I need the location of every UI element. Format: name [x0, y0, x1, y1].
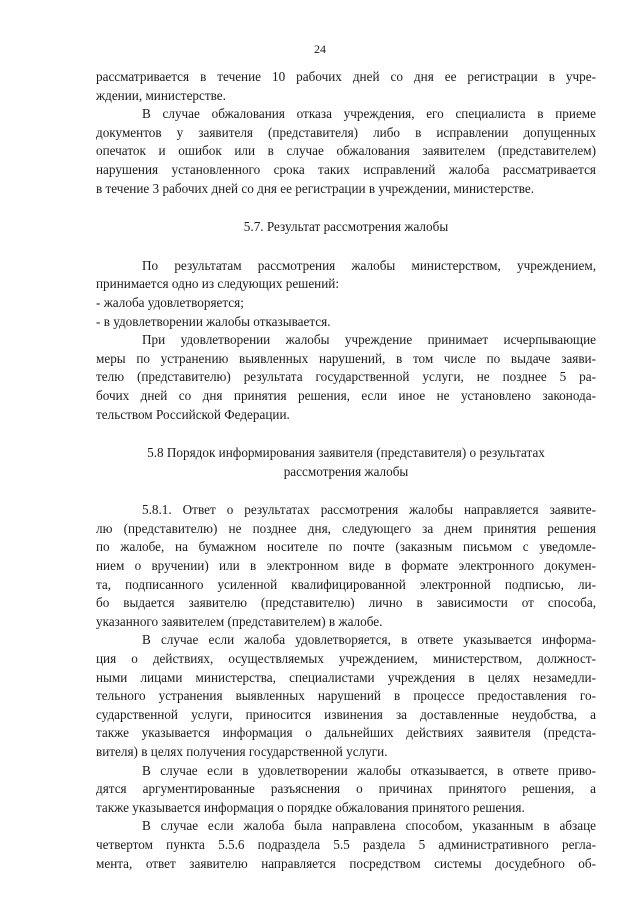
list-item: - жалоба удовлетворяется;: [96, 294, 244, 310]
text-line: 5.8.1. Ответ о результатах рассмотрения жалобы направляется заявите-: [142, 502, 596, 518]
text-line: по жалобе, на бумажном носителе по почте (заказным письмом с уведомле-: [96, 539, 596, 555]
heading-line: рассмотрения жалобы: [283, 463, 409, 479]
text-line: При удовлетворении жалобы учреждение принимает исчерпывающие: [142, 332, 596, 348]
text-line: в течение 3 рабочих дней со дня ее регистрации в учреждении, министерстве.: [96, 180, 535, 196]
text-line: По результатам рассмотрения жалобы министерством, учреждением,: [142, 257, 596, 273]
text-line: ждении, министерстве.: [96, 87, 226, 103]
section-heading-5-8: [96, 444, 596, 481]
text-line: нием о вручении) или в электронном виде в формате электронного докумен-: [96, 558, 596, 574]
page-number: 24: [314, 42, 326, 56]
paragraph-continuation: [96, 68, 596, 105]
heading-line: 5.8 Порядок информирования заявителя (представителя) о результатах: [147, 445, 545, 461]
text-line: В случае если жалоба удовлетворяется, в ответе указывается информа-: [142, 632, 596, 648]
text-line: В случае если жалоба была направлена способом, указанным в абзаце: [142, 818, 596, 834]
section-5-8-paragraph-channel: [96, 817, 596, 873]
decision-options-list: [96, 294, 596, 331]
section-5-8-1-paragraph: [96, 501, 596, 631]
text-line: указанного заявителем (представителем) в жалобе.: [96, 613, 383, 629]
text-line: тельством Российской Федерации.: [96, 406, 290, 422]
text-line: бочих дней со дня принятия решения, если иное не установлено законода-: [96, 387, 596, 403]
text-line: бо выдается заявителю (представителю) лично в зависимости от способа,: [96, 595, 596, 611]
paragraph-appeal-refusal: [96, 105, 596, 198]
text-line: та, подписанного усиленной квалифицированной электронной подписью, ли-: [96, 576, 596, 592]
text-line: телю (представителю) результата государственной услуги, не позднее 5 ра-: [96, 369, 596, 385]
text-line: дятся аргументированные разъяснения о причинах принятого решения, а: [96, 781, 596, 797]
text-line: сударственной услуги, приносится извинения за доставленные неудобства, а: [96, 706, 596, 722]
section-heading-5-7: 5.7. Результат рассмотрения жалобы: [243, 219, 449, 235]
text-line: ными лицами министерства, специалистами учреждения в целях незамедли-: [96, 669, 596, 685]
text-line: документов у заявителя (представителя) либо в исправлении допущенных: [96, 124, 596, 140]
text-line: опечаток и ошибок или в случае обжалования заявителем (представителем): [96, 143, 596, 159]
section-5-7-paragraph: [96, 331, 596, 424]
text-line: меры по устранению выявленных нарушений, в том числе по выдаче заяви-: [96, 350, 596, 366]
page-content: [96, 68, 596, 873]
section-5-8-paragraph-satisfied: [96, 631, 596, 761]
text-line: лю (представителю) не позднее дня, следующего за днем принятия решения: [96, 520, 596, 536]
text-line: четвертом пункта 5.5.6 подраздела 5.5 раздела 5 административного регла-: [96, 836, 596, 852]
section-5-8-paragraph-refused: [96, 762, 596, 818]
text-line: В случае обжалования отказа учреждения, его специалиста в приеме: [142, 106, 596, 122]
text-line: также указывается информация о дальнейших действиях заявителя (предста-: [96, 725, 596, 741]
list-item: - в удовлетворении жалобы отказывается.: [96, 313, 331, 329]
section-5-7-intro: [96, 257, 596, 294]
text-line: также указывается информация о порядке обжалования принятого решения.: [96, 799, 525, 815]
text-line: принимается одно из следующих решений:: [96, 276, 340, 292]
text-line: вителя) в целях получения государственной услуги.: [96, 744, 388, 759]
text-line: В случае если в удовлетворении жалобы отказывается, в ответе приво-: [142, 762, 596, 778]
text-line: рассматривается в течение 10 рабочих дней со дня ее регистрации в учре-: [96, 69, 596, 84]
text-line: тельного устранения выявленных нарушений в процессе предоставления го-: [96, 688, 596, 704]
text-line: ция о действиях, осуществляемых учреждением, министерством, должност-: [96, 651, 596, 667]
text-line: мента, ответ заявителю направляется посредством системы досудебного об-: [96, 855, 596, 871]
text-line: нарушения установленного срока таких исправлений жалоба рассматривается: [96, 161, 596, 177]
